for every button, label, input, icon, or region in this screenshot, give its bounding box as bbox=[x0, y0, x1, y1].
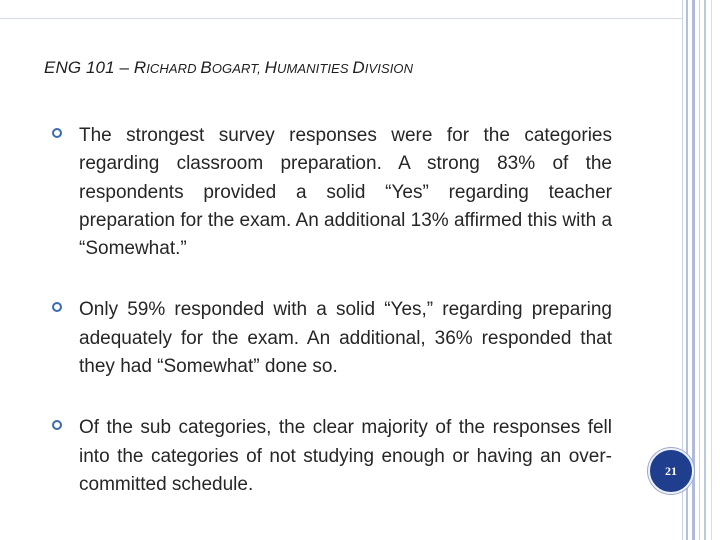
bullet-circle-icon bbox=[52, 302, 62, 312]
bullet-text: The strongest survey responses were for the categories regarding classroom preparation. A strong 83% of the respondents provided a solid “Yes” regarding teacher preparation for the exam. An additional 13% affirmed this with a “Somewhat.” bbox=[79, 125, 613, 260]
bullet-circle-icon bbox=[52, 420, 62, 430]
bullet-item bbox=[52, 296, 612, 381]
bullet-text: Of the sub categories, the clear majority of the responses fell into the categories of not studying enough or having an over-committed schedule. bbox=[79, 417, 612, 495]
decor-stripe bbox=[711, 0, 712, 540]
decor-stripe bbox=[692, 0, 695, 540]
page-number-badge: 21 bbox=[648, 448, 694, 494]
top-divider bbox=[0, 18, 682, 19]
bullet-list bbox=[52, 122, 612, 532]
bullet-text: Only 59% responded with a solid “Yes,” regarding preparing adequately for the exam. An additional, 36% responded that they had “Somewhat” done so. bbox=[79, 299, 612, 378]
slide-title: ENG 101 – RICHARD BOGART, HUMANITIES DIVISION bbox=[44, 58, 414, 77]
bullet-item bbox=[52, 414, 612, 499]
decor-stripe bbox=[699, 0, 700, 540]
decor-stripe bbox=[704, 0, 706, 540]
bullet-item bbox=[52, 122, 612, 263]
bullet-circle-icon bbox=[52, 128, 62, 138]
